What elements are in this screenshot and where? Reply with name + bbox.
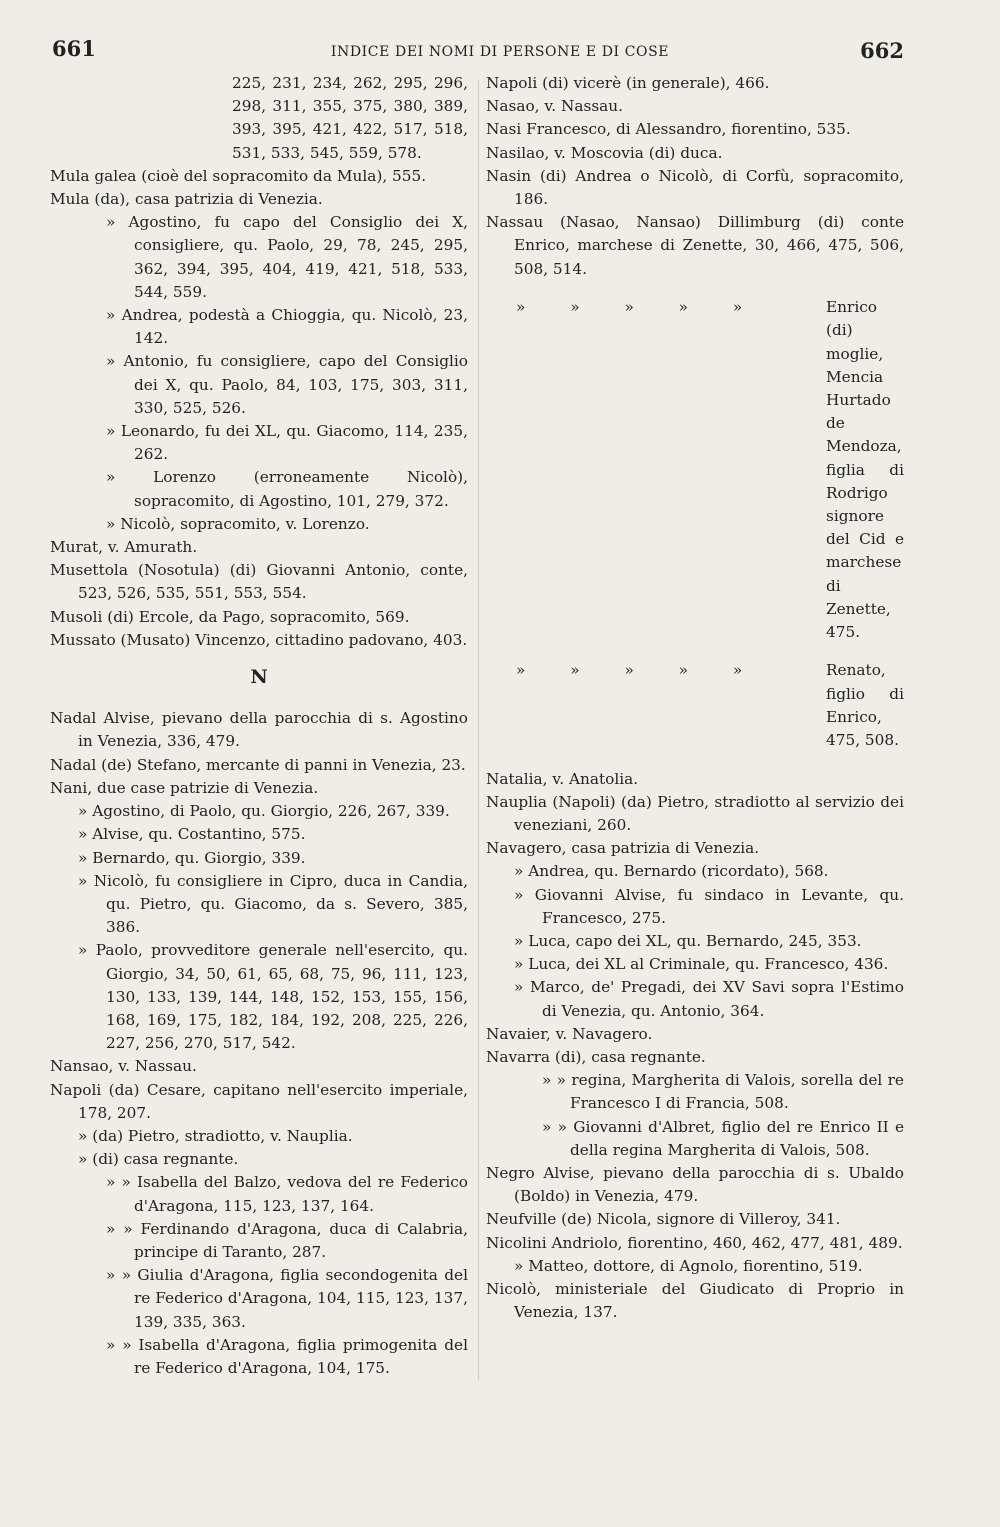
index-entry: » Lorenzo (erroneamente Nicolò), sopracomito, di Agostino, 101, 279, 372. [106, 468, 468, 510]
index-entry-narrow [486, 659, 904, 752]
index-entry: Natalia, v. Anatolia. [486, 769, 639, 788]
index-entry: » » Giovanni d'Albret, figlio del re Enrico II e della regina Margherita di Valois, 508. [542, 1117, 904, 1159]
index-entry: Renato, figlio di Enrico, 475, 508. [826, 661, 904, 750]
index-entry: Napoli (di) vicerè (in generale), 466. [486, 74, 770, 92]
index-entry: Murat, v. Amurath. [50, 538, 198, 557]
index-entry: » » Isabella d'Aragona, figlia primogenita del re Federico d'Aragona, 104, 175. [106, 1335, 468, 1377]
index-entry: Musoli (di) Ercole, da Pago, sopracomito, 569. [50, 607, 410, 626]
index-entry: » Agostino, di Paolo, qu. Giorgio, 226, 267, 339. [78, 802, 450, 821]
index-entry: » Nicolò, fu consigliere in Cipro, duca in Candia, qu. Pietro, qu. Giacomo, da s. Severo, 385, 386. [78, 871, 468, 937]
index-entry: » » regina, Margherita di Valois, sorella del re Francesco I di Francia, 508. [542, 1071, 904, 1113]
running-title: INDICE DEI NOMI DI PERSONE E DI COSE [330, 44, 670, 60]
index-entry: » Agostino, fu capo del Consiglio dei X, consigliere, qu. Paolo, 29, 78, 245, 295, 362, 394, 395, 404, 419, 421, 518, 533, 544, 559. [106, 213, 468, 301]
index-entry: » Leonardo, fu dei XL, qu. Giacomo, 114, 235, 262. [106, 422, 468, 464]
left-column [50, 72, 468, 1380]
index-entry: » » Ferdinando d'Aragona, duca di Calabria, principe di Taranto, 287. [106, 1219, 468, 1261]
column-divider [478, 80, 479, 1380]
index-entry: Nasin (di) Andrea o Nicolò, di Corfù, sopracomito, 186. [486, 166, 904, 209]
index-entry: » Alvise, qu. Costantino, 575. [78, 825, 306, 844]
index-entry: Nani, due case patrizie di Venezia. [50, 778, 319, 797]
index-entry: Navagero, casa patrizia di Venezia. [486, 839, 760, 858]
index-entry: Nicolò, ministeriale del Giudicato di Proprio in Venezia, 137. [486, 1280, 904, 1322]
page-number-right: 662 [860, 38, 904, 63]
index-entry: » Andrea, podestà a Chioggia, qu. Nicolò, 23, 142. [106, 306, 468, 348]
index-entry: » Luca, capo dei XL, qu. Bernardo, 245, 353. [514, 932, 862, 950]
index-entry: Nasilao, v. Moscovia (di) duca. [486, 143, 723, 162]
index-entry: » » Isabella del Balzo, vedova del re Federico d'Aragona, 115, 123, 137, 164. [106, 1173, 468, 1215]
index-entry: » (da) Pietro, stradiotto, v. Nauplia. [78, 1126, 353, 1145]
index-entry: Navarra (di), casa regnante. [486, 1048, 706, 1067]
ditto-marks: » » » » » [516, 298, 743, 317]
index-entry: Mula (da), casa patrizia di Venezia. [50, 190, 323, 209]
section-letter: N [250, 666, 268, 689]
index-entry: Nassau (Nasao, Nansao) Dillimburg (di) conte Enrico, marchese di Zenette, 30, 466, 475, 506, 508, 514. [486, 213, 904, 278]
right-column [486, 72, 904, 1324]
index-entry: Nicolini Andriolo, fiorentino, 460, 462, 477, 481, 489. [486, 1233, 903, 1252]
index-entry: » Nicolò, sopracomito, v. Lorenzo. [106, 514, 370, 533]
index-entry: » Antonio, fu consigliere, capo del Consiglio dei X, qu. Paolo, 84, 103, 175, 303, 311, 330, 525, 526. [106, 352, 468, 417]
index-entry: Mussato (Musato) Vincenzo, cittadino padovano, 403. [50, 630, 468, 649]
index-entry: Enrico (di) moglie, Mencia Hurtado de Mendoza, figlia di Rodrigo signore del Cid e marchese di Zenette, 475. [826, 298, 904, 641]
index-entry: Neufville (de) Nicola, signore di Villeroy, 341. [486, 1210, 841, 1229]
index-entry: » (di) casa regnante. [78, 1150, 239, 1169]
index-entry: Nadal (de) Stefano, mercante di panni in Venezia, 23. [50, 755, 466, 774]
page-header [0, 36, 1000, 66]
index-entry: Nasao, v. Nassau. [486, 97, 623, 116]
index-entry: Nasi Francesco, di Alessandro, fiorentino, 535. [486, 120, 851, 139]
index-entry: Nauplia (Napoli) (da) Pietro, stradiotto al servizio dei veneziani, 260. [486, 792, 904, 834]
index-entry: » Paolo, provveditore generale nell'esercito, qu. Giorgio, 34, 50, 61, 65, 68, 75, 96, 111, 123, 130, 133, 139, 144, 148, 152, 153, 155, 156, 168, 169, 175, 182, 184, 192, 208, 225, 226, 227, 256, 270, 517, 542. [78, 941, 468, 1053]
index-entry: Napoli (da) Cesare, capitano nell'esercito imperiale, 178, 207. [50, 1080, 468, 1122]
index-entry: » Andrea, qu. Bernardo (ricordato), 568. [514, 862, 829, 881]
index-entry: Mula galea (cioè del sopracomito da Mula), 555. [50, 166, 427, 185]
index-entry: » » Giulia d'Aragona, figlia secondogenita del re Federico d'Aragona, 104, 115, 123, 137, 139, 335, 363. [106, 1266, 468, 1331]
ditto-marks: » » » » » [516, 661, 743, 680]
index-entry: » Giovanni Alvise, fu sindaco in Levante, qu. Francesco, 275. [514, 885, 904, 927]
index-entry: Musettola (Nosotula) (di) Giovanni Antonio, conte, 523, 526, 535, 551, 553, 554. [50, 561, 468, 603]
index-entry: » Bernardo, qu. Giorgio, 339. [78, 848, 306, 867]
index-entry: » Marco, de' Pregadi, dei XV Savi sopra l'Estimo di Venezia, qu. Antonio, 364. [514, 978, 904, 1020]
page-number-left: 661 [52, 36, 96, 61]
index-entry: » Matteo, dottore, di Agnolo, fiorentino, 519. [514, 1256, 863, 1275]
index-entry: 225, 231, 234, 262, 295, 296, 298, 311, 355, 375, 380, 389, 393, 395, 421, 422, 517, 518, 531, 533, 545, 559, 578. [232, 74, 468, 162]
index-entry: » Luca, dei XL al Criminale, qu. Francesco, 436. [514, 955, 889, 974]
index-entry: Nansao, v. Nassau. [50, 1057, 197, 1076]
index-entry: Negro Alvise, pievano della parocchia di s. Ubaldo (Boldo) in Venezia, 479. [486, 1164, 904, 1206]
index-entry: Nadal Alvise, pievano della parocchia di s. Agostino in Venezia, 336, 479. [50, 709, 468, 751]
index-entry-narrow [486, 296, 904, 644]
index-entry: Navaier, v. Navagero. [486, 1024, 653, 1043]
